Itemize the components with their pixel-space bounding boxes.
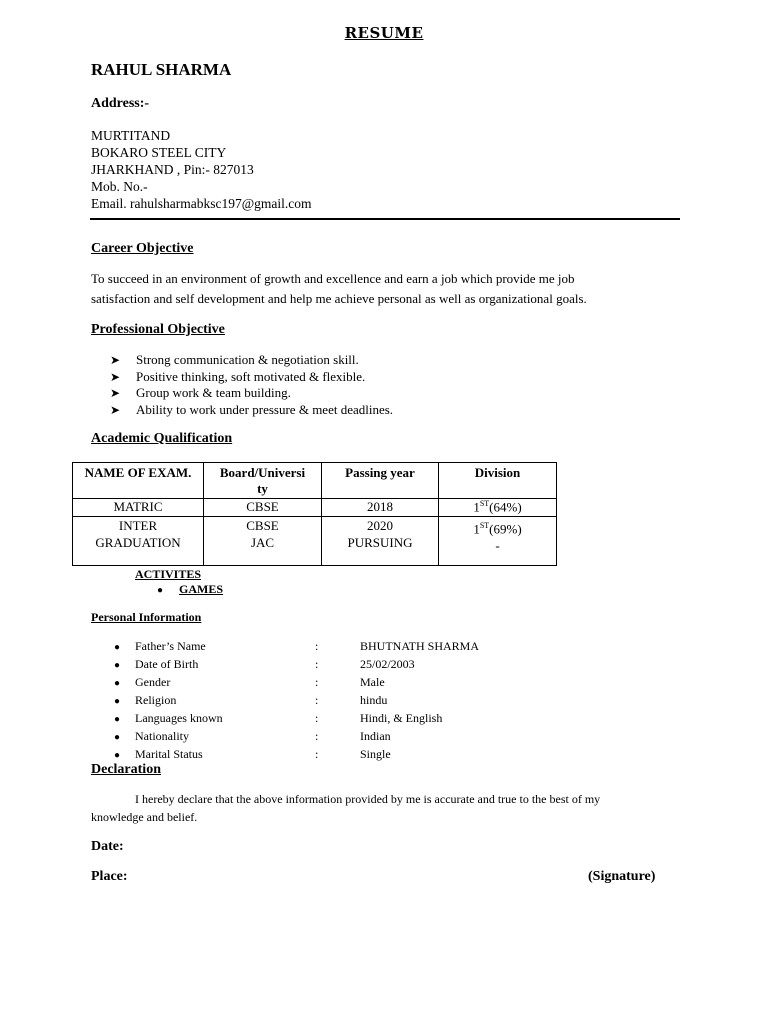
bullet-icon: ● — [114, 714, 121, 725]
list-item: ➤ Positive thinking, soft motivated & flexible. — [110, 368, 366, 384]
bullet-icon: ● — [114, 678, 121, 689]
declaration-heading: Declaration — [91, 762, 161, 777]
list-item: ● Father’s Name : BHUTNATH SHARMA — [114, 639, 480, 653]
address-line: MURTITAND — [91, 128, 171, 143]
table-row — [73, 517, 557, 566]
activities-item: ● GAMES — [157, 582, 224, 596]
list-item: ● Date of Birth : 25/02/2003 — [114, 657, 415, 671]
arrow-bullet-icon: ➤ — [110, 402, 121, 417]
division-cell: 1ST(69%) - — [439, 517, 557, 566]
exam-cell: INTER GRADUATION — [73, 517, 204, 566]
personal-information-heading: Personal Information — [91, 610, 202, 624]
board-cell: CBSE — [204, 499, 322, 517]
address-line: JHARKHAND , Pin:- 827013 — [91, 162, 254, 177]
bullet-icon: ● — [114, 750, 121, 761]
bullet-icon: ● — [114, 696, 121, 707]
declaration-line: knowledge and belief. — [91, 810, 198, 824]
declaration-line: I hereby declare that the above information provided by me is accurate and true to the best of my — [135, 792, 601, 806]
activities-heading: ACTIVITES — [135, 567, 202, 581]
bullet-icon: ● — [114, 660, 121, 671]
list-item: ● Religion : hindu — [114, 693, 388, 707]
address-block — [91, 127, 312, 212]
arrow-bullet-icon: ➤ — [110, 386, 121, 400]
date-label: Date: — [91, 839, 124, 854]
list-item: ● Nationality : Indian — [114, 729, 391, 743]
career-objective-line: To succeed in an environment of growth and excellence and earn a job which provide me job — [91, 271, 575, 286]
arrow-bullet-icon: ➤ — [110, 369, 121, 384]
email-line: Email. rahulsharmabksc197@gmail.com — [91, 196, 312, 211]
table-row — [73, 499, 557, 517]
academic-table — [72, 462, 557, 566]
personal-information-list — [114, 638, 480, 764]
list-item: ➤ Strong communication & negotiation skill. — [110, 352, 359, 367]
address-label: Address:- — [91, 96, 150, 111]
academic-qualification-heading: Academic Qualification — [91, 431, 233, 446]
column-header-exam: NAME OF EXAM. — [73, 463, 204, 499]
header-divider — [90, 218, 680, 220]
column-header-division: Division — [439, 463, 557, 499]
place-label: Place: — [91, 869, 128, 884]
table-header-row — [73, 463, 557, 499]
arrow-bullet-icon: ➤ — [110, 353, 121, 367]
year-cell: 2018 — [322, 499, 439, 517]
resume-title: RESUME — [344, 24, 424, 42]
board-cell: CBSE JAC — [204, 517, 322, 566]
list-item: ● Marital Status : Single — [114, 747, 391, 761]
mobile-line: Mob. No.- — [91, 179, 148, 194]
bullet-icon: ● — [114, 732, 121, 743]
column-header-board: Board/Universi ty — [204, 463, 322, 499]
signature-label: (Signature) — [588, 869, 656, 884]
division-cell: 1ST(64%) — [439, 499, 557, 517]
professional-objective-heading: Professional Objective — [91, 322, 225, 337]
year-cell: 2020 PURSUING — [322, 517, 439, 566]
list-item: ● Languages known : Hindi, & English — [114, 711, 443, 725]
column-header-year: Passing year — [322, 463, 439, 499]
bullet-icon: ● — [114, 642, 121, 653]
professional-objective-list — [110, 352, 393, 418]
career-objective-line: satisfaction and self development and help me achieve personal as well as organizational goals. — [91, 291, 587, 306]
address-line: BOKARO STEEL CITY — [91, 145, 227, 160]
career-objective-heading: Career Objective — [91, 241, 194, 256]
exam-cell: MATRIC — [73, 499, 204, 517]
list-item: ➤ Ability to work under pressure & meet deadlines. — [110, 401, 394, 417]
bullet-icon: ● — [157, 585, 164, 596]
list-item: ➤ Group work & team building. — [110, 385, 291, 400]
candidate-name: RAHUL SHARMA — [91, 60, 232, 79]
career-objective-text — [91, 269, 587, 309]
list-item: ● Gender : Male — [114, 675, 385, 689]
